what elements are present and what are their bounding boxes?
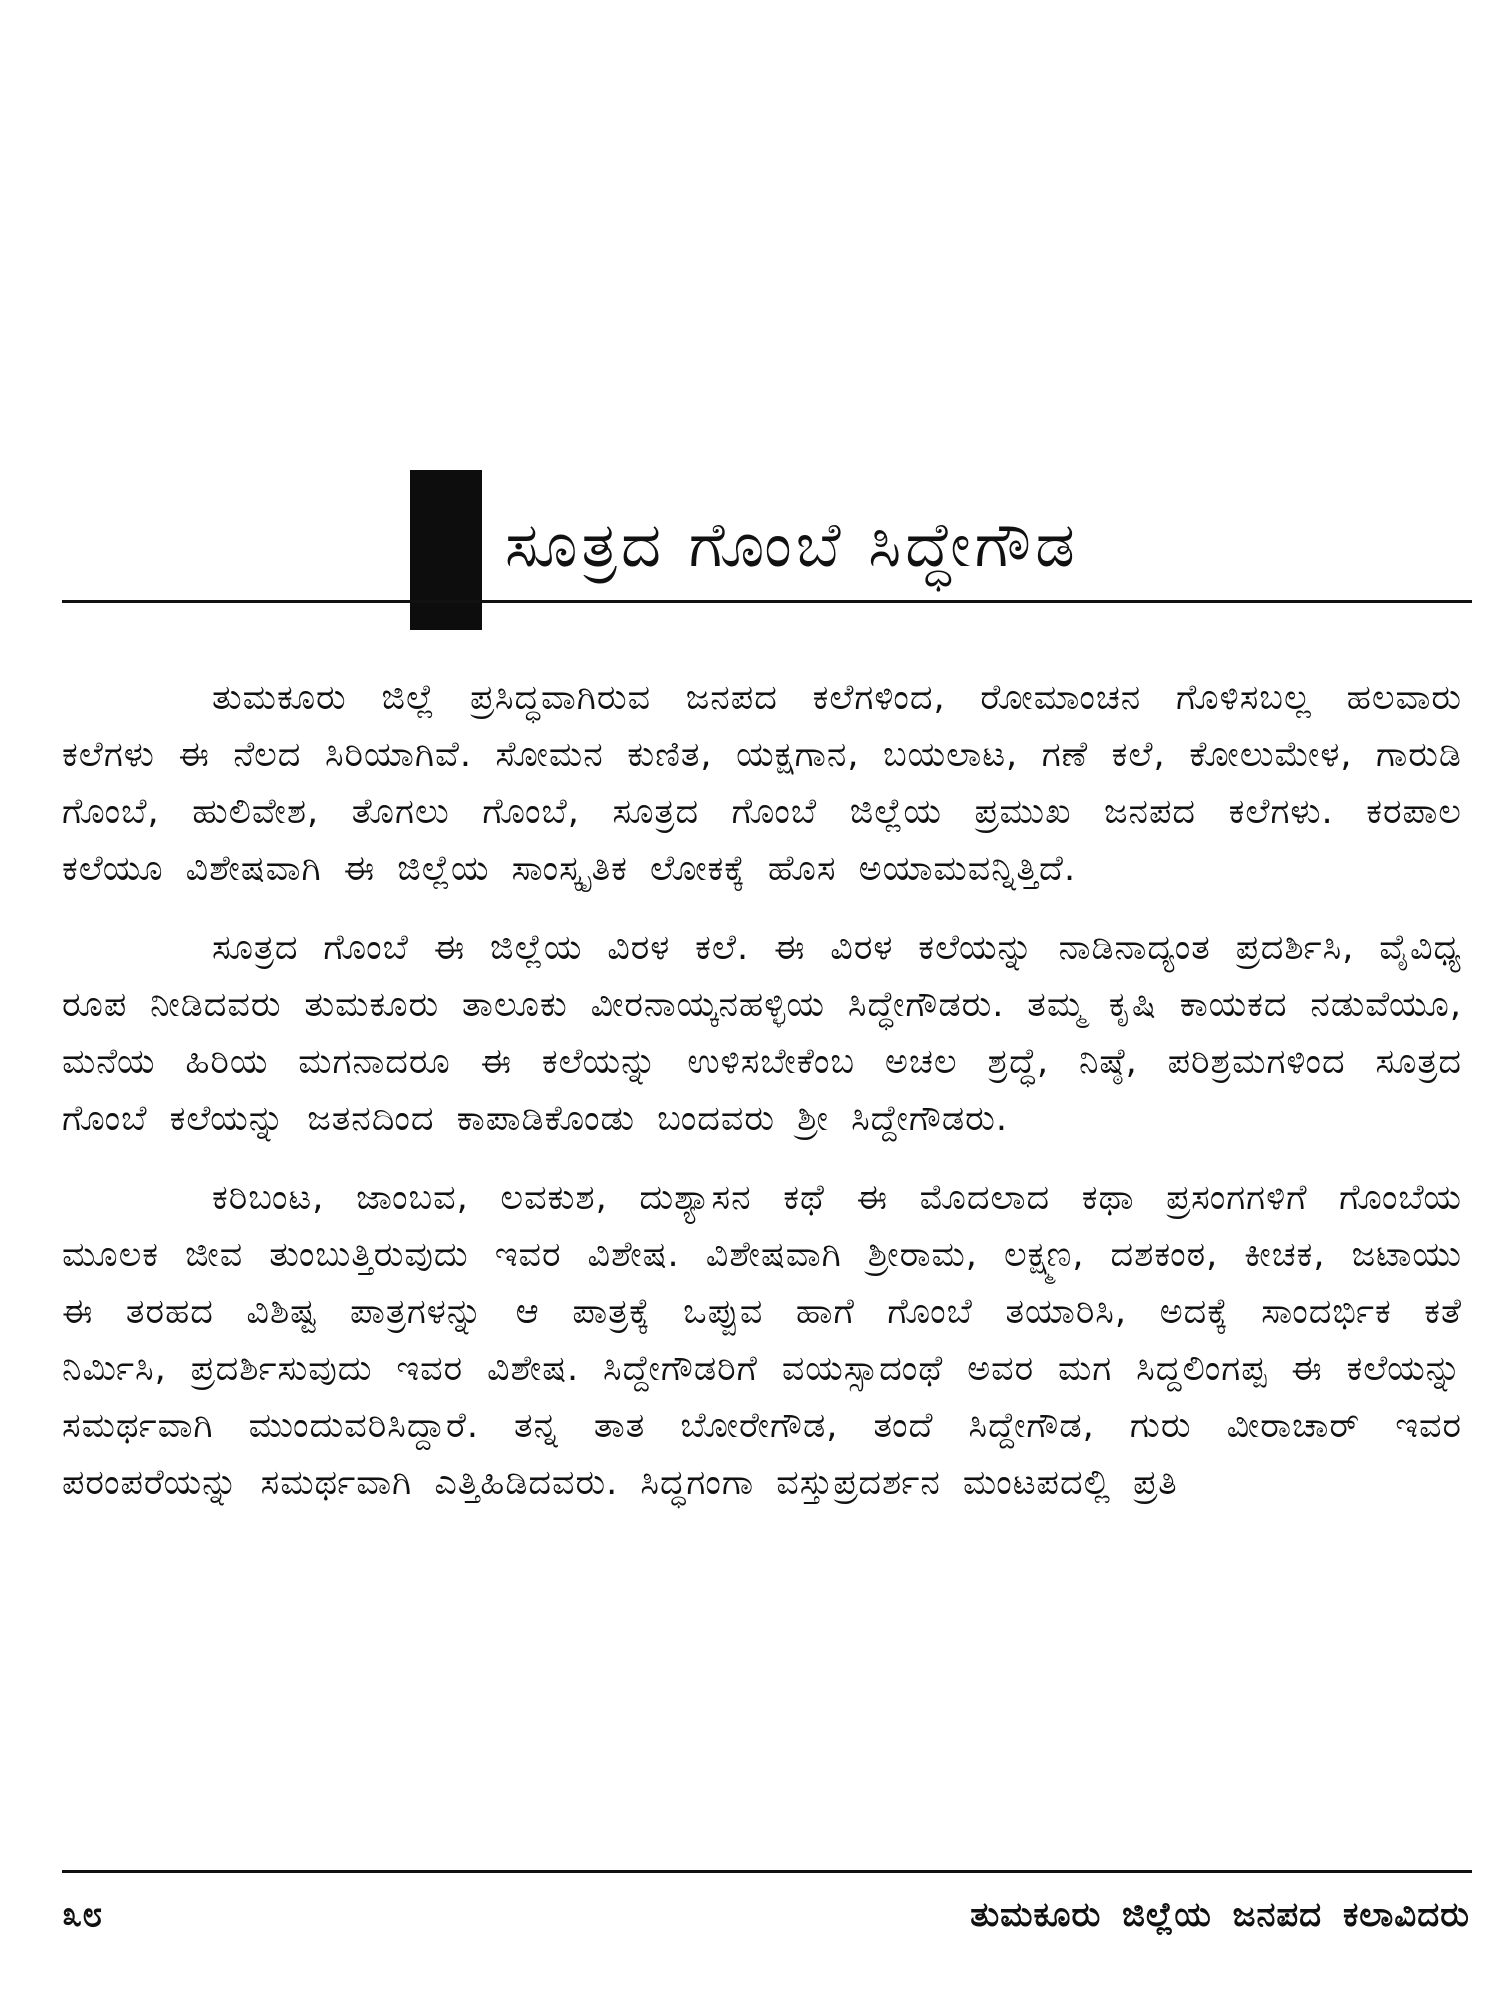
title-underline: [62, 600, 1472, 603]
title-black-bar: [410, 470, 482, 630]
page-title: ಸೂತ್ರದ ಗೊಂಬೆ ಸಿದ್ಧೇಗೌಡ: [505, 508, 1079, 581]
paragraph-3: ಕರಿಬಂಟ, ಜಾಂಬವ, ಲವಕುಶ, ದುಶ್ಯಾಸನ ಕಥೆ ಈ ಮೊದಲಾದ ಕಥಾ ಪ್ರಸಂಗಗಳಿಗೆ ಗೊಂಬೆಯ ಮೂಲಕ ಜೀವ ತುಂಬುತ್ತಿರುವುದು ಇವರ ವಿಶೇಷ. ವಿಶೇಷವಾಗಿ ಶ್ರೀರಾಮ, ಲಕ್ಷ್ಮಣ, ದಶಕಂಠ, ಕೀಚಕ, ಜಟಾಯು ಈ ತರಹದ ವಿಶಿಷ್ಟ ಪಾತ್ರಗಳನ್ನು ಆ ಪಾತ್ರಕ್ಕೆ ಒಪ್ಪುವ ಹಾಗೆ ಗೊಂಬೆ ತಯಾರಿಸಿ, ಅದಕ್ಕೆ ಸಾಂದರ್ಭಿಕ ಕತೆ ನಿರ್ಮಿಸಿ, ಪ್ರದರ್ಶಿಸುವುದು ಇವರ ವಿಶೇಷ. ಸಿದ್ದೇಗೌಡರಿಗೆ ವಯಸ್ಸಾದಂಥೆ ಅವರ ಮಗ ಸಿದ್ದಲಿಂಗಪ್ಪ ಈ ಕಲೆಯನ್ನು ಸಮರ್ಥವಾಗಿ ಮುಂದುವರಿಸಿದ್ದಾರೆ. ತನ್ನ ತಾತ ಬೋರೇಗೌಡ, ತಂದೆ ಸಿದ್ದೇಗೌಡ, ಗುರು ವೀರಾಚಾರ್ ಇವರ ಪರಂಪರೆಯನ್ನು ಸಮರ್ಥವಾಗಿ ಎತ್ತಿಹಿಡಿದವರು. ಸಿದ್ಧಗಂಗಾ ವಸ್ತುಪ್ರದರ್ಶನ ಮಂಟಪದಲ್ಲಿ ಪ್ರತಿ: [62, 1178, 1462, 1503]
paragraph-1: ತುಮಕೂರು ಜಿಲ್ಲೆ ಪ್ರಸಿದ್ಧವಾಗಿರುವ ಜನಪದ ಕಲೆಗಳಿಂದ, ರೋಮಾಂಚನ ಗೊಳಿಸಬಲ್ಲ ಹಲವಾರು ಕಲೆಗಳು ಈ ನೆಲದ ಸಿರಿಯಾಗಿವೆ. ಸೋಮನ ಕುಣಿತ, ಯಕ್ಷಗಾನ, ಬಯಲಾಟ, ಗಣೆ ಕಲೆ, ಕೋಲುಮೇಳ, ಗಾರುಡಿ ಗೊಂಬೆ, ಹುಲಿವೇಶ, ತೊಗಲು ಗೊಂಬೆ, ಸೂತ್ರದ ಗೊಂಬೆ ಜಿಲ್ಲೆಯ ಪ್ರಮುಖ ಜನಪದ ಕಲೆಗಳು. ಕರಪಾಲ ಕಲೆಯೂ ವಿಶೇಷವಾಗಿ ಈ ಜಿಲ್ಲೆಯ ಸಾಂಸ್ಕೃತಿಕ ಲೋಕಕ್ಕೆ ಹೊಸ ಅಯಾಮವನ್ನಿತ್ತಿದೆ.: [62, 678, 1462, 889]
page-number: ೩೮: [62, 1894, 103, 1935]
paragraph-2: ಸೂತ್ರದ ಗೊಂಬೆ ಈ ಜಿಲ್ಲೆಯ ವಿರಳ ಕಲೆ. ಈ ವಿರಳ ಕಲೆಯನ್ನು ನಾಡಿನಾದ್ಯಂತ ಪ್ರದರ್ಶಿಸಿ, ವೈವಿಧ್ಯ ರೂಪ ನೀಡಿದವರು ತುಮಕೂರು ತಾಲೂಕು ವೀರನಾಯ್ಕನಹಳ್ಳಿಯ ಸಿದ್ಧೇಗೌಡರು. ತಮ್ಮ ಕೃಷಿ ಕಾಯಕದ ನಡುವೆಯೂ, ಮನೆಯ ಹಿರಿಯ ಮಗನಾದರೂ ಈ ಕಲೆಯನ್ನು ಉಳಿಸಬೇಕೆಂಬ ಅಚಲ ಶ್ರದ್ಧೆ, ನಿಷ್ಠೆ, ಪರಿಶ್ರಮಗಳಿಂದ ಸೂತ್ರದ ಗೊಂಬೆ ಕಲೆಯನ್ನು ಜತನದಿಂದ ಕಾಪಾಡಿಕೊಂಡು ಬಂದವರು ಶ್ರೀ ಸಿದ್ದೇಗೌಡರು.: [62, 928, 1462, 1139]
running-title: ತುಮಕೂರು ಜಿಲ್ಲೆಯ ಜನಪದ ಕಲಾವಿದರು: [970, 1895, 1470, 1935]
article-body: [62, 670, 1462, 1534]
footer-rule: [62, 1870, 1472, 1873]
